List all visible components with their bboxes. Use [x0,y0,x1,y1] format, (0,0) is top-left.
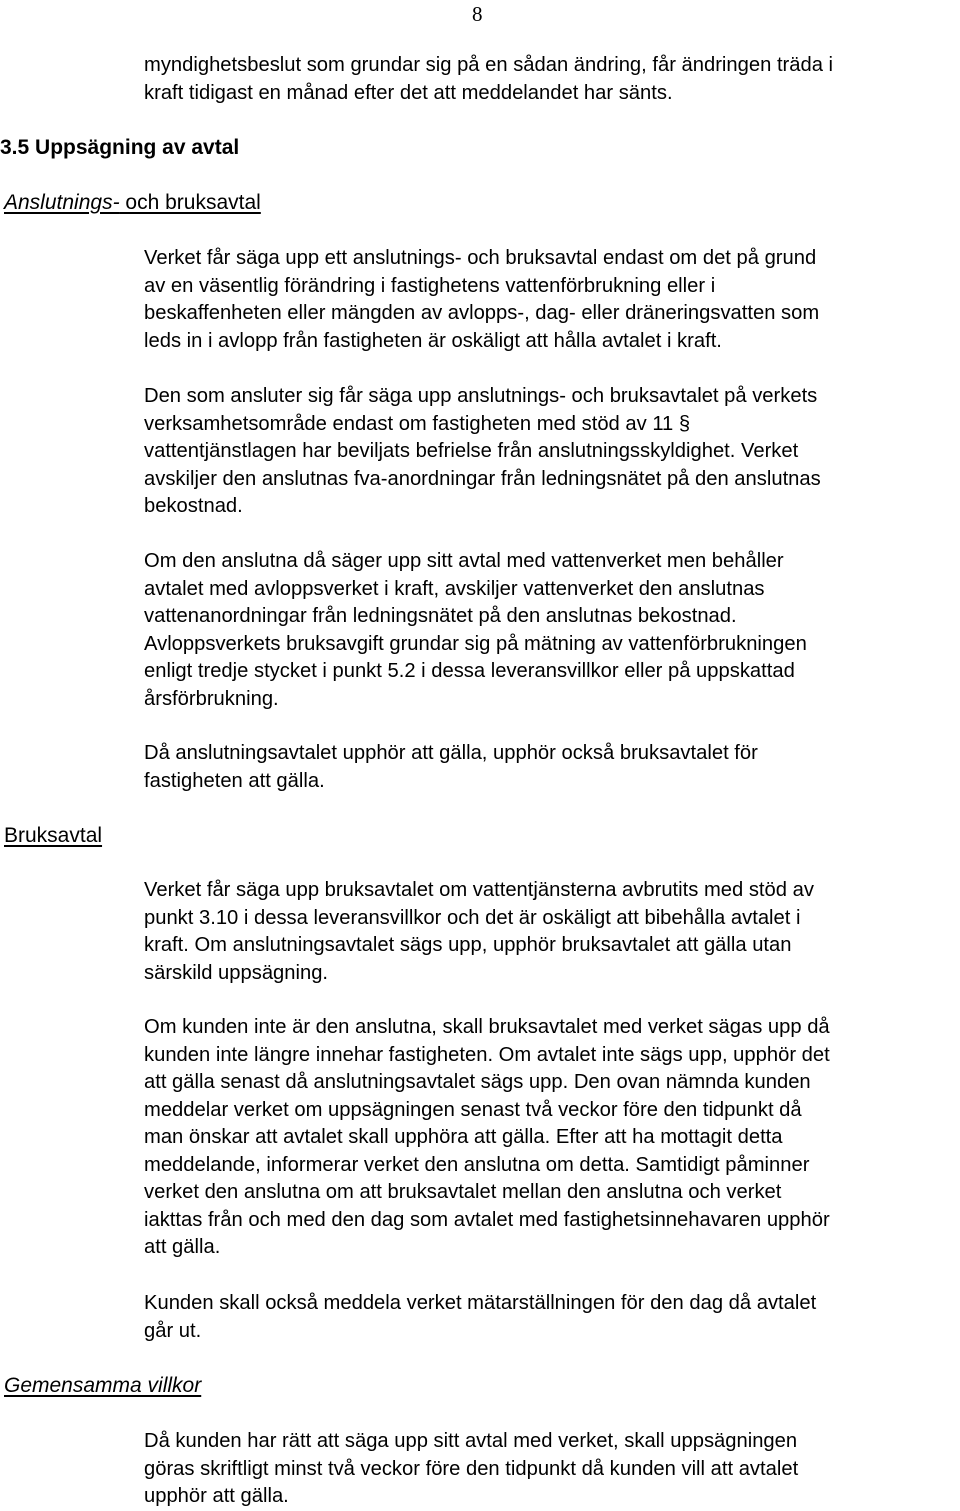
paragraph-3 [144,548,807,713]
text-line: Den som ansluter sig får säga upp anslutnings- och bruksavtalet på verkets [144,385,818,407]
text-line: Verket får säga upp ett anslutnings- och bruksavtal endast om det på grund [144,247,817,269]
paragraph-5 [144,877,814,987]
text-line: bekostnad. [144,495,243,517]
text-line: leds in i avlopp från fastigheten är oskäligt att hålla avtalet i kraft. [144,329,722,352]
text-line: särskild uppsägning. [144,961,329,984]
text-line: verksamhetsområde endast om fastigheten med stöd av 11 § [144,412,691,435]
paragraph-7 [144,1290,816,1345]
subheading-bruksavtal: Bruksavtal [4,824,103,847]
text-line: Avloppsverkets bruksavgift grundar sig på mätning av vattenförbrukningen [144,632,807,655]
text-line: går ut. [144,1319,202,1342]
text-line: av en väsentlig förändring i fastighetens vattenförbrukning eller i [144,274,716,297]
paragraph-6 [144,1014,830,1262]
text-line: beskaffenheten eller mängden av avlopps-, dag- eller dräneringsvatten som [144,302,820,324]
text-line: man önskar att avtalet skall upphöra att gälla. Efter att ha mottagit detta [144,1126,783,1148]
subheading-italic-part: Anslutnings- [4,191,120,214]
text-line: iakttas från och med den dag som avtalet med fastighetsinnehavaren upphör [144,1208,830,1231]
subheading-gemensamma-villkor: Gemensamma villkor [4,1374,202,1397]
paragraph-8 [144,1428,798,1511]
paragraph-4 [144,740,758,795]
text-line: att gälla senast då anslutningsavtalet sägs upp. Den ovan nämnda kunden [144,1071,811,1093]
text-line: upphör att gälla. [144,1485,289,1507]
text-line: avskiljer den anslutnas fva-anordningar från ledningsnätet på den anslutnas [144,467,821,490]
page-number: 8 [472,2,483,26]
text-line: Då anslutningsavtalet upphör att gälla, upphör också bruksavtalet för [144,742,758,764]
text-line: kraft. Om anslutningsavtalet sägs upp, upphör bruksavtalet att gälla utan [144,934,792,956]
text-line: meddelar verket om uppsägningen senast två veckor före den tidpunkt då [144,1098,802,1121]
text-line: enligt tredje stycket i punkt 5.2 i dessa leveransvillkor eller på uppskattad [144,660,795,682]
text-line: fastigheten att gälla. [144,769,325,792]
text-line: avtalet med avloppsverket i kraft, avskiljer vattenverket den anslutnas [144,577,765,600]
text-line: vattentjänstlagen har beviljats befrielse från anslutningsskyldighet. Verket [144,440,799,462]
text-line: punkt 3.10 i dessa leveransvillkor och det är oskäligt att bibehålla avtalet i [144,906,801,929]
text-line: vattenanordningar från ledningsnätet på den anslutnas bekostnad. [144,605,737,627]
intro-paragraph [144,52,833,107]
text-line: Verket får säga upp bruksavtalet om vattentjänsterna avbrutits med stöd av [144,879,814,901]
subheading-rest: och bruksavtal [119,191,261,214]
text-line: kraft tidigast en månad efter det att meddelandet har sänts. [144,81,673,104]
subheading-anslutnings-och-bruksavtal [4,189,261,217]
section-heading: 3.5 Uppsägning av avtal [0,136,240,159]
text-line: kunden inte längre innehar fastigheten. Om avtalet inte sägs upp, upphör det [144,1043,830,1066]
text-line: meddelande, informerar verket den anslutna om detta. Samtidigt påminner [144,1153,810,1176]
text-line: att gälla. [144,1236,221,1258]
paragraph-2 [144,383,821,521]
text-line: Om den anslutna då säger upp sitt avtal med vattenverket men behåller [144,550,784,572]
text-line: Kunden skall också meddela verket mätarställningen för den dag då avtalet [144,1292,817,1314]
text-line: myndighetsbeslut som grundar sig på en sådan ändring, får ändringen träda i [144,54,834,76]
text-line: göras skriftligt minst två veckor före den tidpunkt då kunden vill att avtalet [144,1457,799,1480]
text-line: Om kunden inte är den anslutna, skall bruksavtalet med verket sägas upp då [144,1016,830,1038]
text-line: årsförbrukning. [144,687,279,710]
text-line: Då kunden har rätt att säga upp sitt avtal med verket, skall uppsägningen [144,1430,798,1452]
text-line: verket den anslutna om att bruksavtalet mellan den anslutna och verket [144,1181,782,1203]
paragraph-1 [144,245,819,355]
